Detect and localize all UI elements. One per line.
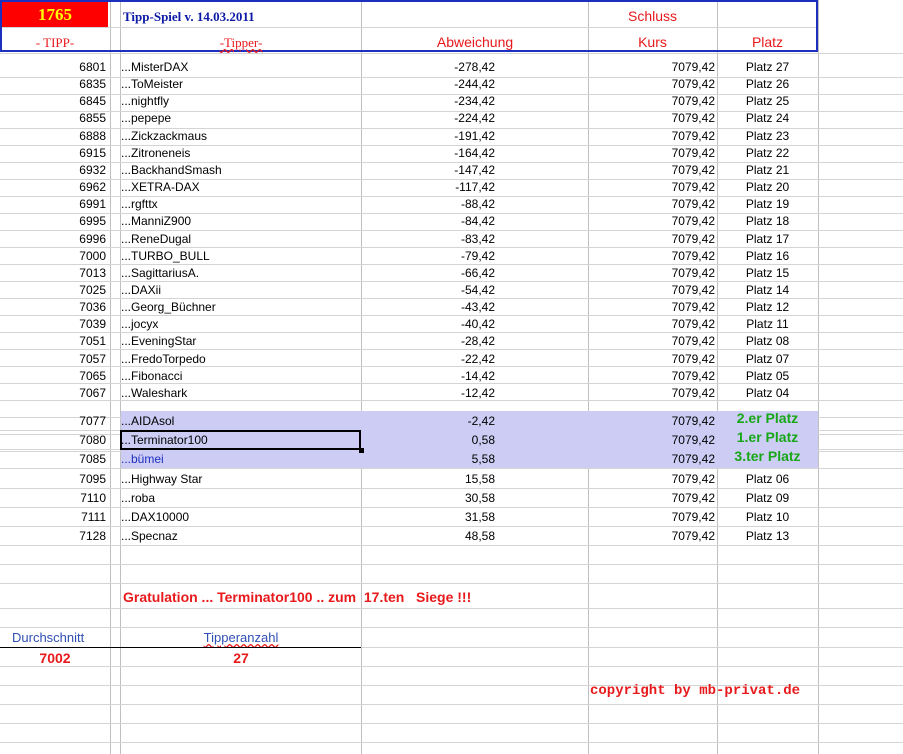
- tipper-name-cell: ...DAX10000: [121, 510, 190, 524]
- kurs-cell: 7079,42: [671, 180, 715, 194]
- abweichung-cell: -117,42: [455, 180, 495, 194]
- tipp-cell: 7110: [80, 491, 106, 505]
- kurs-cell: 7079,42: [671, 94, 715, 108]
- tipp-cell: 6855: [79, 111, 106, 125]
- abweichung-cell: -43,42: [460, 300, 495, 314]
- tipper-name-cell: ...Zickzackmaus: [121, 129, 208, 143]
- platz-cell: Platz 18: [745, 214, 790, 228]
- tipp-column-header: - TIPP-: [35, 35, 75, 50]
- summary-underline: [0, 647, 361, 648]
- tipper-name-cell: ...Waleshark: [121, 386, 188, 400]
- abweichung-cell: -79,42: [460, 249, 495, 263]
- platz-cell: Platz 10: [745, 510, 790, 524]
- abweichung-cell: -278,42: [454, 60, 495, 74]
- platz-cell: Platz 21: [745, 163, 790, 177]
- tipp-cell: 7051: [79, 334, 106, 348]
- abweichung-cell: -164,42: [454, 146, 495, 160]
- durchschnitt-value: 7002: [39, 650, 71, 666]
- abweichung-cell: -234,42: [454, 94, 495, 108]
- platz-cell: Platz 15: [745, 266, 790, 280]
- tipper-name-cell: ...ManniZ900: [121, 214, 192, 228]
- abweichung-cell: 31,58: [464, 510, 495, 524]
- tipp-cell: 7128: [79, 529, 106, 543]
- grid-row-line: [0, 666, 903, 667]
- platz-cell: Platz 14: [745, 283, 790, 297]
- platz-cell: Platz 04: [745, 386, 790, 400]
- tipper-name-cell: ...XETRA-DAX: [121, 180, 200, 194]
- copyright-text: copyright by mb-privat.de: [590, 683, 801, 699]
- grid-row-line: [0, 468, 903, 469]
- platz-cell: Platz 12: [745, 300, 790, 314]
- kurs-column-header: Kurs: [638, 34, 667, 50]
- kurs-cell: 7079,42: [671, 472, 715, 486]
- congratulation-message: Gratulation ... Terminator100 .. zum 17.ten Siege !!!: [123, 589, 472, 605]
- kurs-cell: 7079,42: [671, 433, 715, 447]
- schluss-label: Schluss: [627, 8, 678, 24]
- tipper-column-header: -Tipper-: [219, 35, 263, 50]
- kurs-cell: 7079,42: [671, 317, 715, 331]
- tipp-cell: 7039: [79, 317, 106, 331]
- platz-cell: Platz 16: [745, 249, 790, 263]
- tipp-cell: 7095: [79, 472, 106, 486]
- platz-cell-winner: 3.ter Platz: [734, 448, 801, 464]
- platz-cell: Platz 11: [746, 317, 789, 331]
- grid-row-line: [0, 627, 903, 628]
- abweichung-cell: 15,58: [464, 472, 495, 486]
- kurs-cell: 7079,42: [671, 352, 715, 366]
- kurs-cell: 7079,42: [671, 232, 715, 246]
- tipp-cell: 7025: [79, 283, 106, 297]
- tipper-name-cell: ...MisterDAX: [121, 60, 189, 74]
- tipper-name-cell: ...rgfttx: [121, 197, 158, 211]
- platz-cell: Platz 06: [745, 472, 790, 486]
- kurs-cell: 7079,42: [671, 334, 715, 348]
- abweichung-cell: -66,42: [460, 266, 495, 280]
- tipp-cell: 6932: [79, 163, 106, 177]
- tipper-name-cell: ...Terminator100: [121, 433, 208, 447]
- grid-row-line: [0, 545, 903, 546]
- tipp-cell: 7067: [79, 386, 106, 400]
- tipp-cell: 6991: [79, 197, 106, 211]
- platz-cell: Platz 27: [745, 60, 790, 74]
- tipp-cell: 6996: [79, 232, 106, 246]
- kurs-cell: 7079,42: [671, 146, 715, 160]
- platz-cell: Platz 05: [745, 369, 790, 383]
- tipp-cell: 7065: [79, 369, 106, 383]
- grid-row-line: [0, 507, 903, 508]
- kurs-cell: 7079,42: [671, 529, 715, 543]
- tipp-cell: 6995: [79, 214, 106, 228]
- tipper-name-cell: ...Highway Star: [121, 472, 203, 486]
- platz-cell: Platz 08: [745, 334, 790, 348]
- grid-row-line: [0, 564, 903, 565]
- page-title: Tipp-Spiel v. 14.03.2011: [123, 9, 255, 24]
- tipp-cell: 6801: [79, 60, 106, 74]
- platz-cell: Platz 22: [745, 146, 790, 160]
- abweichung-cell: -12,42: [460, 386, 495, 400]
- fill-handle[interactable]: [359, 448, 364, 453]
- abweichung-cell: -84,42: [460, 214, 495, 228]
- tipp-cell: 6915: [79, 146, 106, 160]
- kurs-cell: 7079,42: [671, 111, 715, 125]
- abweichung-cell: -2,42: [467, 414, 495, 428]
- tipp-cell: 7000: [79, 249, 106, 263]
- tipper-name-cell: ...pepepe: [121, 111, 172, 125]
- abweichung-cell: 0,58: [471, 433, 495, 447]
- kurs-cell: 7079,42: [671, 266, 715, 280]
- tipp-cell: 6962: [79, 180, 106, 194]
- platz-cell: Platz 20: [745, 180, 790, 194]
- abweichung-cell: -83,42: [460, 232, 495, 246]
- tipp-cell: 6845: [79, 94, 106, 108]
- abweichung-cell: -14,42: [460, 369, 495, 383]
- kurs-cell: 7079,42: [671, 369, 715, 383]
- platz-cell: Platz 07: [745, 352, 790, 366]
- tipp-cell: 7080: [79, 433, 106, 447]
- abweichung-cell: -244,42: [454, 77, 495, 91]
- tipper-name-cell: ...jocyx: [121, 317, 159, 331]
- grid-row-line: [0, 349, 903, 350]
- kurs-cell: 7079,42: [671, 197, 715, 211]
- tipp-cell: 7111: [81, 510, 106, 524]
- tipper-name-cell: ...BackhandSmash: [121, 163, 222, 177]
- selected-cell[interactable]: [120, 430, 361, 450]
- platz-cell: Platz 13: [745, 529, 790, 543]
- durchschnitt-label: Durchschnitt: [12, 630, 85, 645]
- platz-cell: Platz 17: [745, 232, 790, 246]
- grid-row-line: [0, 704, 903, 705]
- grid-row-line: [0, 488, 903, 489]
- abweichung-cell: -22,42: [460, 352, 495, 366]
- kurs-cell: 7079,42: [671, 77, 715, 91]
- tipperanzahl-value: 27: [233, 650, 249, 666]
- grid-row-line: [0, 608, 903, 609]
- kurs-cell: 7079,42: [671, 129, 715, 143]
- tipper-name-cell: ...nightfly: [121, 94, 170, 108]
- tipper-name-cell: ...bümei: [121, 452, 164, 466]
- kurs-cell: 7079,42: [671, 249, 715, 263]
- tipper-name-cell: ...EveningStar: [121, 334, 197, 348]
- tipp-cell: 6835: [79, 77, 106, 91]
- kurs-cell: 7079,42: [671, 386, 715, 400]
- abweichung-cell: -88,42: [460, 197, 495, 211]
- grid-row-line: [0, 742, 903, 743]
- abweichung-column-header: Abweichung: [436, 34, 514, 50]
- abweichung-cell: -54,42: [460, 283, 495, 297]
- abweichung-cell: 48,58: [464, 529, 495, 543]
- grid-row-line: [0, 583, 903, 584]
- grid-row-line: [0, 526, 903, 527]
- abweichung-cell: 5,58: [471, 452, 495, 466]
- abweichung-cell: -40,42: [460, 317, 495, 331]
- kurs-cell: 7079,42: [671, 414, 715, 428]
- platz-cell-winner: 1.er Platz: [736, 429, 799, 445]
- tipp-cell: 7036: [79, 300, 106, 314]
- kurs-cell: 7079,42: [671, 283, 715, 297]
- kurs-cell: 7079,42: [671, 214, 715, 228]
- platz-cell: Platz 25: [745, 94, 790, 108]
- tipper-name-cell: ...AIDAsol: [121, 414, 175, 428]
- tipper-name-cell: ...SagittariusA.: [121, 266, 200, 280]
- tipper-name-cell: ...ReneDugal: [121, 232, 192, 246]
- platz-column-header: Platz: [751, 34, 784, 50]
- abweichung-cell: -147,42: [454, 163, 495, 177]
- platz-cell: Platz 26: [745, 77, 790, 91]
- kurs-cell: 7079,42: [671, 300, 715, 314]
- abweichung-cell: -224,42: [454, 111, 495, 125]
- tipper-name-cell: ...Fibonacci: [121, 369, 183, 383]
- tipp-cell: 7085: [79, 452, 106, 466]
- abweichung-cell: -28,42: [460, 334, 495, 348]
- tipp-cell: 7077: [79, 414, 106, 428]
- tipper-name-cell: ...roba: [121, 491, 156, 505]
- abweichung-cell: 30,58: [464, 491, 495, 505]
- tipper-name-cell: ...Specnaz: [121, 529, 178, 543]
- kurs-cell: 7079,42: [671, 510, 715, 524]
- platz-cell: Platz 24: [745, 111, 790, 125]
- tipper-name-cell: ...Zitroneneis: [121, 146, 191, 160]
- grid-row-line: [0, 723, 903, 724]
- grid-row-line: [0, 53, 903, 54]
- platz-cell: Platz 19: [745, 197, 790, 211]
- kurs-cell: 7079,42: [671, 491, 715, 505]
- tipper-name-cell: ...ToMeister: [121, 77, 184, 91]
- kurs-cell: 7079,42: [671, 452, 715, 466]
- tipp-cell: 7057: [79, 352, 106, 366]
- tipper-name-cell: ...Georg_Büchner: [121, 300, 216, 314]
- abweichung-cell: -191,42: [454, 129, 495, 143]
- platz-cell-winner: 2.er Platz: [736, 410, 799, 426]
- kurs-cell: 7079,42: [671, 163, 715, 177]
- tipp-cell: 6888: [79, 129, 106, 143]
- kurs-cell: 7079,42: [671, 60, 715, 74]
- tipperanzahl-label: Tipperanzahl: [203, 630, 279, 645]
- tipp-count-badge-text: 1765: [38, 5, 72, 24]
- tipper-name-cell: ...DAXii: [121, 283, 162, 297]
- tipp-cell: 7013: [79, 266, 106, 280]
- platz-cell: Platz 09: [745, 491, 790, 505]
- tipper-name-cell: ...FredoTorpedo: [121, 352, 206, 366]
- tipper-name-cell: ...TURBO_BULL: [121, 249, 210, 263]
- platz-cell: Platz 23: [745, 129, 790, 143]
